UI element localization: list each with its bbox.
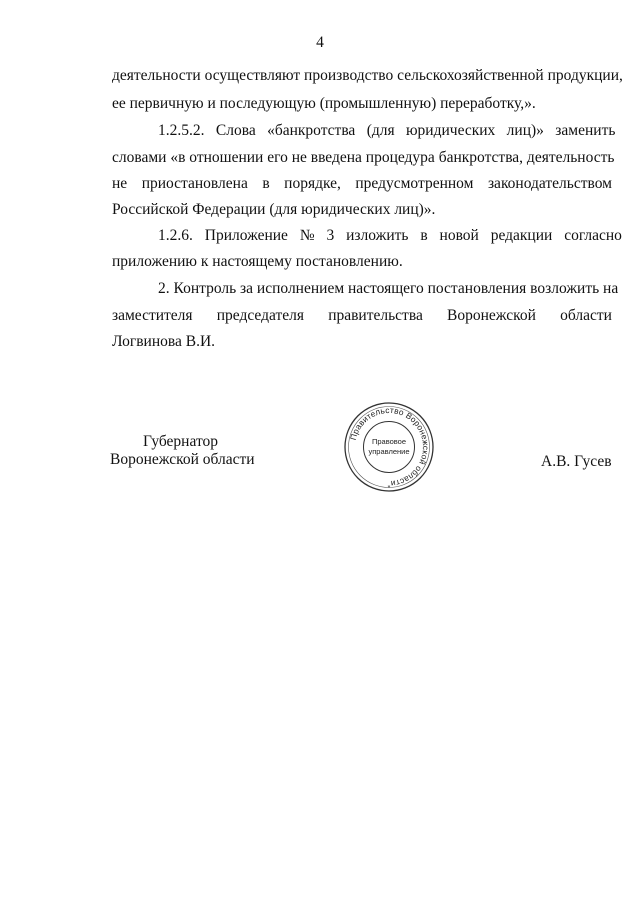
word: законодательством bbox=[487, 175, 612, 192]
signatory-position: Губернатор bbox=[142, 433, 219, 450]
seal-center-line1: Правовое bbox=[371, 437, 407, 446]
official-seal bbox=[343, 401, 435, 493]
text-line: деятельности осуществляют производство сельскохозяйственной продукции, bbox=[112, 67, 623, 84]
signatory-name: А.В. Гусев bbox=[541, 453, 612, 470]
text-line: ее первичную и последующую (промышленную) переработку,». bbox=[112, 95, 536, 112]
text-line: Российской Федерации (для юридических лиц)». bbox=[112, 201, 436, 218]
word: заместителя bbox=[112, 307, 193, 324]
seal-ring-text: Правительство Воронежской области bbox=[347, 404, 432, 490]
word: предусмотренном bbox=[355, 175, 474, 192]
signatory-region: Воронежской области bbox=[110, 451, 255, 468]
text-line: 2. Контроль за исполнением настоящего постановления возложить на bbox=[158, 280, 619, 297]
word: председателя bbox=[216, 307, 304, 324]
word: области bbox=[560, 307, 612, 324]
justified-text-line bbox=[112, 174, 612, 194]
seal-center-line2: управление bbox=[368, 447, 410, 456]
word: Воронежской bbox=[447, 307, 536, 324]
text-line: словами «в отношении его не введена процедура банкротства, деятельность bbox=[112, 149, 615, 166]
word: приостановлена bbox=[141, 175, 248, 192]
page-number: 4 bbox=[316, 34, 324, 51]
word: не bbox=[112, 175, 128, 192]
seal-star: * bbox=[387, 485, 391, 492]
word: в bbox=[262, 175, 270, 192]
text-line: приложению к настоящему постановлению. bbox=[112, 253, 403, 270]
word: правительства bbox=[328, 307, 423, 324]
text-line: 1.2.5.2. Слова «банкротства (для юридических лиц)» заменить bbox=[158, 122, 616, 139]
text-line: Логвинова В.И. bbox=[112, 333, 216, 350]
text-line: 1.2.6. Приложение № 3 изложить в новой редакции согласно bbox=[158, 227, 622, 244]
justified-text-line bbox=[112, 306, 612, 326]
word: порядке, bbox=[284, 175, 341, 192]
